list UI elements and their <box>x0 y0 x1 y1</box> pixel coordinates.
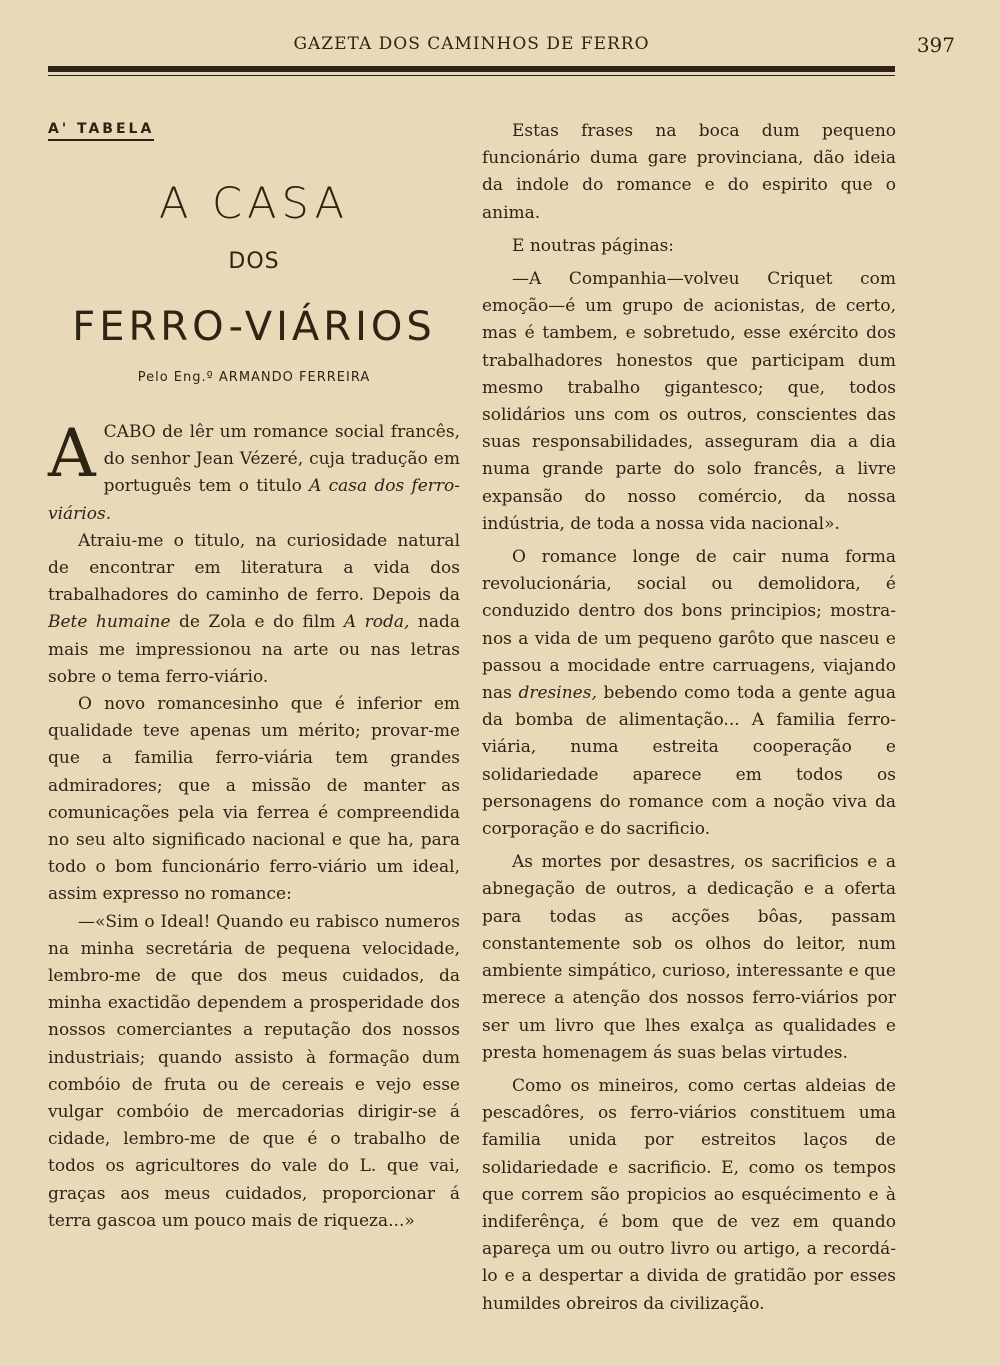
paragraph <box>482 544 896 843</box>
paragraph: —A Companhia—volveu Criquet com emoção—é um grupo de acionistas, de certo, mas é tambem, e sobretudo, esse exército dos trabalhadores honestos que participam dum mesmo trabalho gigantesco; que, todos solidários uns com os outros, conscientes das suas responsabilidades, asseguram dia a dia numa grande parte do solo francês, a livre expansão do nosso comércio, da nossa indústria, de toda a nossa vida nacional». <box>482 269 896 534</box>
paragraph: O novo romancesinho que é inferior em qualidade teve apenas um mérito; provar-me que a familia ferro-viária tem grandes admiradores; que a missão de manter as comunicações pela via ferrea é compreendida no seu alto significado nacional e que ha, para todo o bom funcionário ferro-viário um ideal, assim expresso no romance: <box>48 694 460 905</box>
paragraph: —«Sim o Ideal! Quando eu rabisco numeros na minha secretária de pequena velocidade, lembro-me de que dos meus cuidados, da minha exactidão dependem a prosperidade dos nossos comerciantes a reputação dos nossos industriais; quando assisto à formação dum combóio de fruta ou de cereais e vejo esse vulgar combóio de mercadorias dirigir-se á cidade, lembro-me de que é o trabalho de todos os agricultores do vale do L. que vai, graças aos meus cuidados, proporcionar á terra gascoa um pouco mais de riqueza...» <box>48 911 460 1231</box>
book-title: Bete humaine <box>48 612 171 633</box>
header-rule-thin <box>48 75 895 76</box>
left-body-text <box>48 415 461 1235</box>
paragraph-text: de Zola e do film <box>170 612 344 633</box>
right-column <box>482 118 896 1324</box>
italic-term: dresines, <box>518 683 597 704</box>
paragraph <box>48 415 460 528</box>
header-rule-thick <box>48 66 895 72</box>
paragraph-text: O romance longe de cair numa forma revolucionária, social ou demolidora, é conduzido dentro dos bons principios; mostra-nos a vida de um pequeno garôto que nasceu e passou a mocidade entre carruagens, viajando nas <box>482 547 896 704</box>
paragraph <box>48 528 460 691</box>
article-title-line2: DOS <box>228 249 280 274</box>
paragraph-text: nada mais me impressionou na arte ou nas letras sobre o tema ferro-viário. <box>48 612 461 687</box>
article-title-line1: A CASA <box>158 179 350 229</box>
paragraph: Como os mineiros, como certas aldeias de pescadôres, os ferro-viários constituem uma familia unida por estreitos laços de solidariedade e sacrificio. E, como os tempos que correm são propicios ao esquécimento e à indiferênça, é bom que de vez em quando apareça um ou outro livro ou artigo, a recordá-lo e a despertar a divida de gratidão por esses humildes obreiros da civilização. <box>482 1075 896 1314</box>
paragraph-text: bebendo como toda a gente agua da bomba de alimentação... A familia ferro-viária, numa estreita cooperação e solidariedade aparece em todos os personagens do romance com a noção viva da corporação e do sacrificio. <box>482 683 897 840</box>
film-title: A roda, <box>343 612 410 633</box>
book-title: A casa dos ferro-viários. <box>48 476 460 524</box>
section-label: A' TABELA <box>48 121 154 141</box>
article-title-line3: FERRO-VIÁRIOS <box>72 304 436 350</box>
page-header <box>48 30 955 60</box>
paragraph-text: CABO de lêr um romance social francês, do senhor Jean Vézeré, cuja tradução em português tem o titulo <box>103 422 460 497</box>
paragraph: Estas frases na boca dum pequeno funcionário duma gare provinciana, dão ideia da indole do romance e do espirito que o anima. <box>482 121 896 223</box>
drop-cap: A <box>48 415 96 492</box>
publication-title: GAZETA DOS CAMINHOS DE FERRO <box>293 34 650 54</box>
page-number: 397 <box>916 33 955 57</box>
paragraph: As mortes por desastres, os sacrificios e a abnegação de outros, a dedicação e a oferta para todas as acções bôas, passam constantemente sob os olhos do leitor, num ambiente simpático, curioso, interessante e que merece a atenção dos nossos ferro-viários por ser um livro que lhes exalça as qualidades e presta homenagem ás suas belas virtudes. <box>482 852 896 1063</box>
paragraph: E noutras páginas: <box>512 235 675 256</box>
article-byline: Pelo Eng.º ARMANDO FERREIRA <box>137 370 371 385</box>
paragraph-text: Atraiu-me o titulo, na curiosidade natural de encontrar em literatura a vida dos trabalhadores do caminho de ferro. Depois da <box>48 530 460 606</box>
left-column <box>48 118 460 1235</box>
right-body-text <box>482 118 896 1318</box>
